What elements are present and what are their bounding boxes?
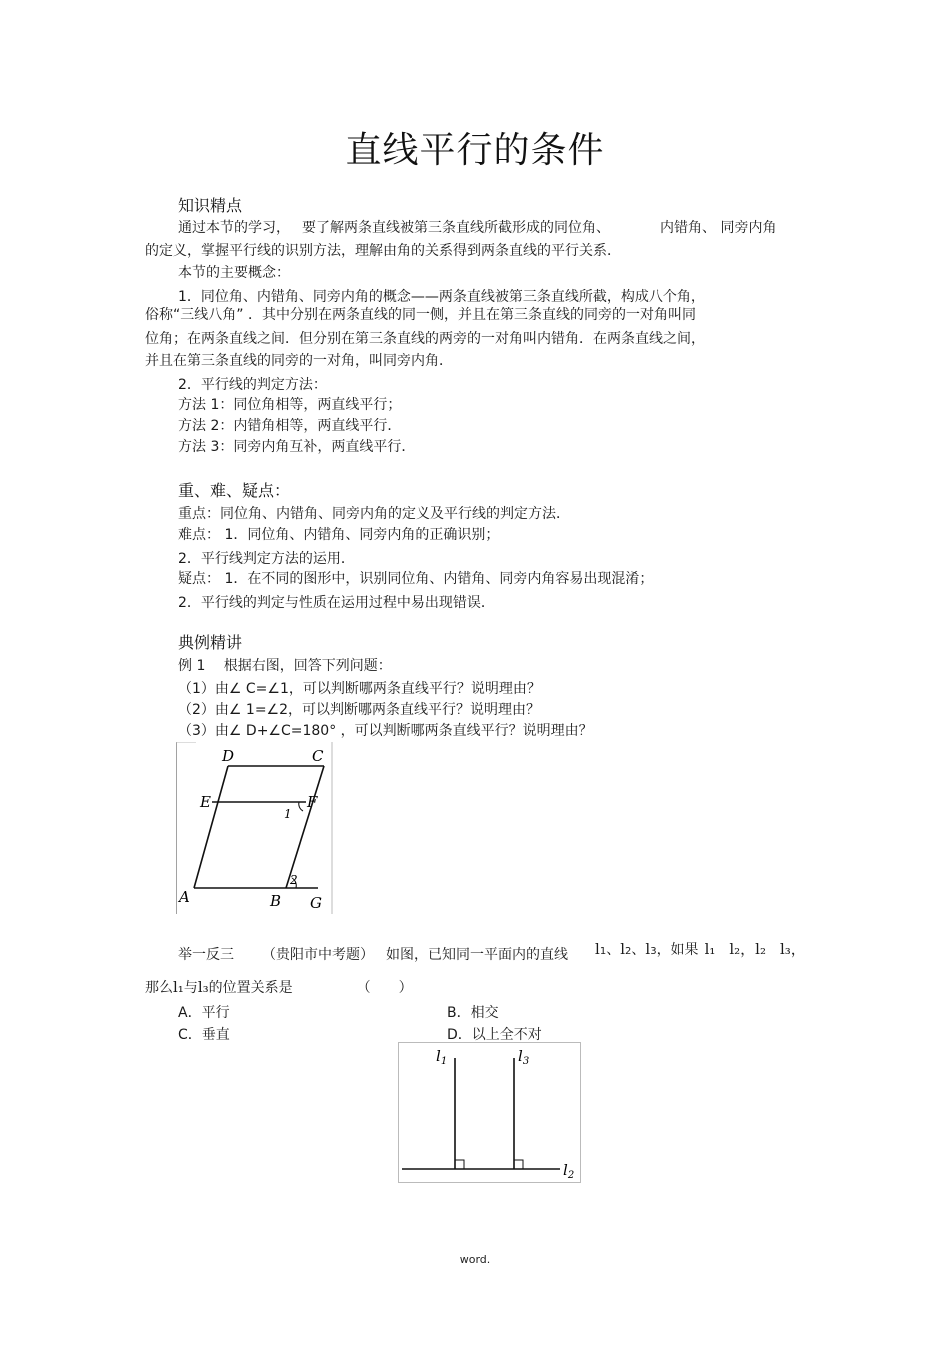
right-angle-mark [455, 1160, 464, 1169]
paragraph-line: 2．平行线的判定与性质在运用过程中易出现错误． [178, 595, 495, 611]
figure-three-lines [398, 1042, 582, 1184]
label-d: D [222, 747, 235, 765]
symbol-sub-1: 1 [599, 946, 607, 957]
label-angle-2: 2 [290, 873, 298, 887]
paragraph-line: 难点： 1．同位角、内错角、同旁内角的正确识别； [178, 527, 500, 543]
paragraph-line: 并且在第三条直线的同旁的一对角，叫同旁内角． [145, 353, 453, 369]
symbol-l3: l₃ [197, 978, 209, 996]
symbol-l1: l₁ [173, 978, 184, 996]
practice-prompt [178, 946, 568, 964]
intro-part-a: 通过本节的学习， [178, 220, 290, 236]
practice-symbols [595, 940, 806, 961]
label-b: B [270, 892, 282, 910]
symbol-l3: l [645, 940, 651, 958]
option-a: A．平行 [178, 1005, 230, 1021]
practice-part-b: （贵阳市中考题） [262, 947, 374, 963]
method-1: 方法 1：同位角相等，两直线平行； [178, 397, 402, 413]
paragraph-line: 2．平行线的判定方法： [178, 377, 327, 393]
paragraph-line: 2．平行线判定方法的运用． [178, 551, 355, 567]
footer-text: word. [459, 1253, 491, 1266]
paragraph-line: 重点：同位角、内错角、同旁内角的定义及平行线的判定方法． [178, 506, 570, 522]
paragraph-line: 本节的主要概念： [178, 265, 290, 281]
label-g: G [310, 894, 322, 912]
section-heading-key-points: 重、难、疑点： [178, 481, 291, 500]
label-a: A [179, 888, 190, 906]
label-l3: $l_3$ [518, 1047, 530, 1067]
angle-1-arc [299, 802, 303, 811]
intro-part-b: 要了解两条直线被第三条直线所截形成的同位角、 [302, 220, 610, 236]
section-heading-knowledge: 知识精点 [178, 196, 243, 215]
right-angle-mark [514, 1160, 523, 1169]
label-l1: $l_1$ [436, 1047, 448, 1067]
paragraph-line: 位角；在两条直线之间．但分别在第三条直线的两旁的一对角叫内错角．在两条直线之间， [145, 331, 705, 347]
label-l2: $l_2$ [563, 1161, 575, 1181]
line-cb [286, 766, 324, 888]
label-e: E [200, 793, 211, 811]
answer-blank: （ ） [356, 980, 413, 996]
paragraph-line: 的定义，掌握平行线的识别方法，理解由角的关系得到两条直线的平行关系． [145, 243, 621, 259]
condition-b: l₂，l₂ [729, 940, 766, 958]
condition-a: l₁ [704, 940, 716, 958]
label-f: F [307, 793, 318, 811]
option-d: D．以上全不对 [447, 1027, 542, 1043]
paragraph-line: 1．同位角、内错角、同旁内角的概念——两条直线被第三条直线所截，构成八个角， [178, 289, 705, 305]
symbol-l2: l [620, 940, 625, 958]
example-1-prompt: 例 1 根据右图，回答下列问题： [178, 658, 392, 674]
symbol-sub-2: 2 [625, 946, 632, 957]
label-angle-1: 1 [284, 807, 292, 821]
paragraph-line: 疑点： 1．在不同的图形中，识别同位角、内错角、同旁内角容易出现混淆； [178, 571, 654, 587]
with-text: 与 [183, 980, 198, 996]
question-2: （2）由∠ 1=∠2，可以判断哪两条直线平行？说明理由？ [178, 702, 541, 718]
symbol-l1: l [595, 940, 600, 958]
option-b: B．相交 [447, 1005, 499, 1021]
section-heading-examples: 典例精讲 [178, 633, 243, 652]
question-1: （1）由∠ C=∠1，可以判断哪两条直线平行？说明理由？ [178, 681, 541, 697]
practice-part-c: 如图，已知同一平面内的直线 [386, 947, 568, 963]
then-text: 那么 [145, 980, 173, 996]
separator: 、 [631, 942, 646, 958]
paragraph-line: 俗称“三线八角” ．其中分别在两条直线的同一侧，并且在第三条直线的同旁的一对角叫同 [145, 307, 696, 323]
option-c: C．垂直 [178, 1027, 230, 1043]
practice-part-a: 举一反三 [178, 947, 234, 963]
page-title: 直线平行的条件 [345, 130, 605, 171]
relation-text: 的位置关系是 [208, 980, 293, 996]
separator: 、 [606, 942, 621, 958]
question-3: （3）由∠ D+∠C=180° ，可以判断哪两条直线平行？说明理由？ [178, 723, 593, 739]
method-2: 方法 2：内错角相等，两直线平行． [178, 418, 402, 434]
figure-parallelogram [176, 742, 334, 914]
if-text: ，如果 [656, 942, 699, 958]
condition-c: l₃， [780, 940, 806, 958]
method-3: 方法 3：同旁内角互补，两直线平行． [178, 439, 416, 455]
intro-part-c: 内错角、 同旁内角 [660, 220, 777, 236]
practice-question [145, 978, 413, 997]
line-ad [194, 766, 228, 888]
symbol-sub-3: 3 [650, 946, 657, 957]
label-c: C [312, 747, 324, 765]
paragraph-line [178, 219, 776, 237]
